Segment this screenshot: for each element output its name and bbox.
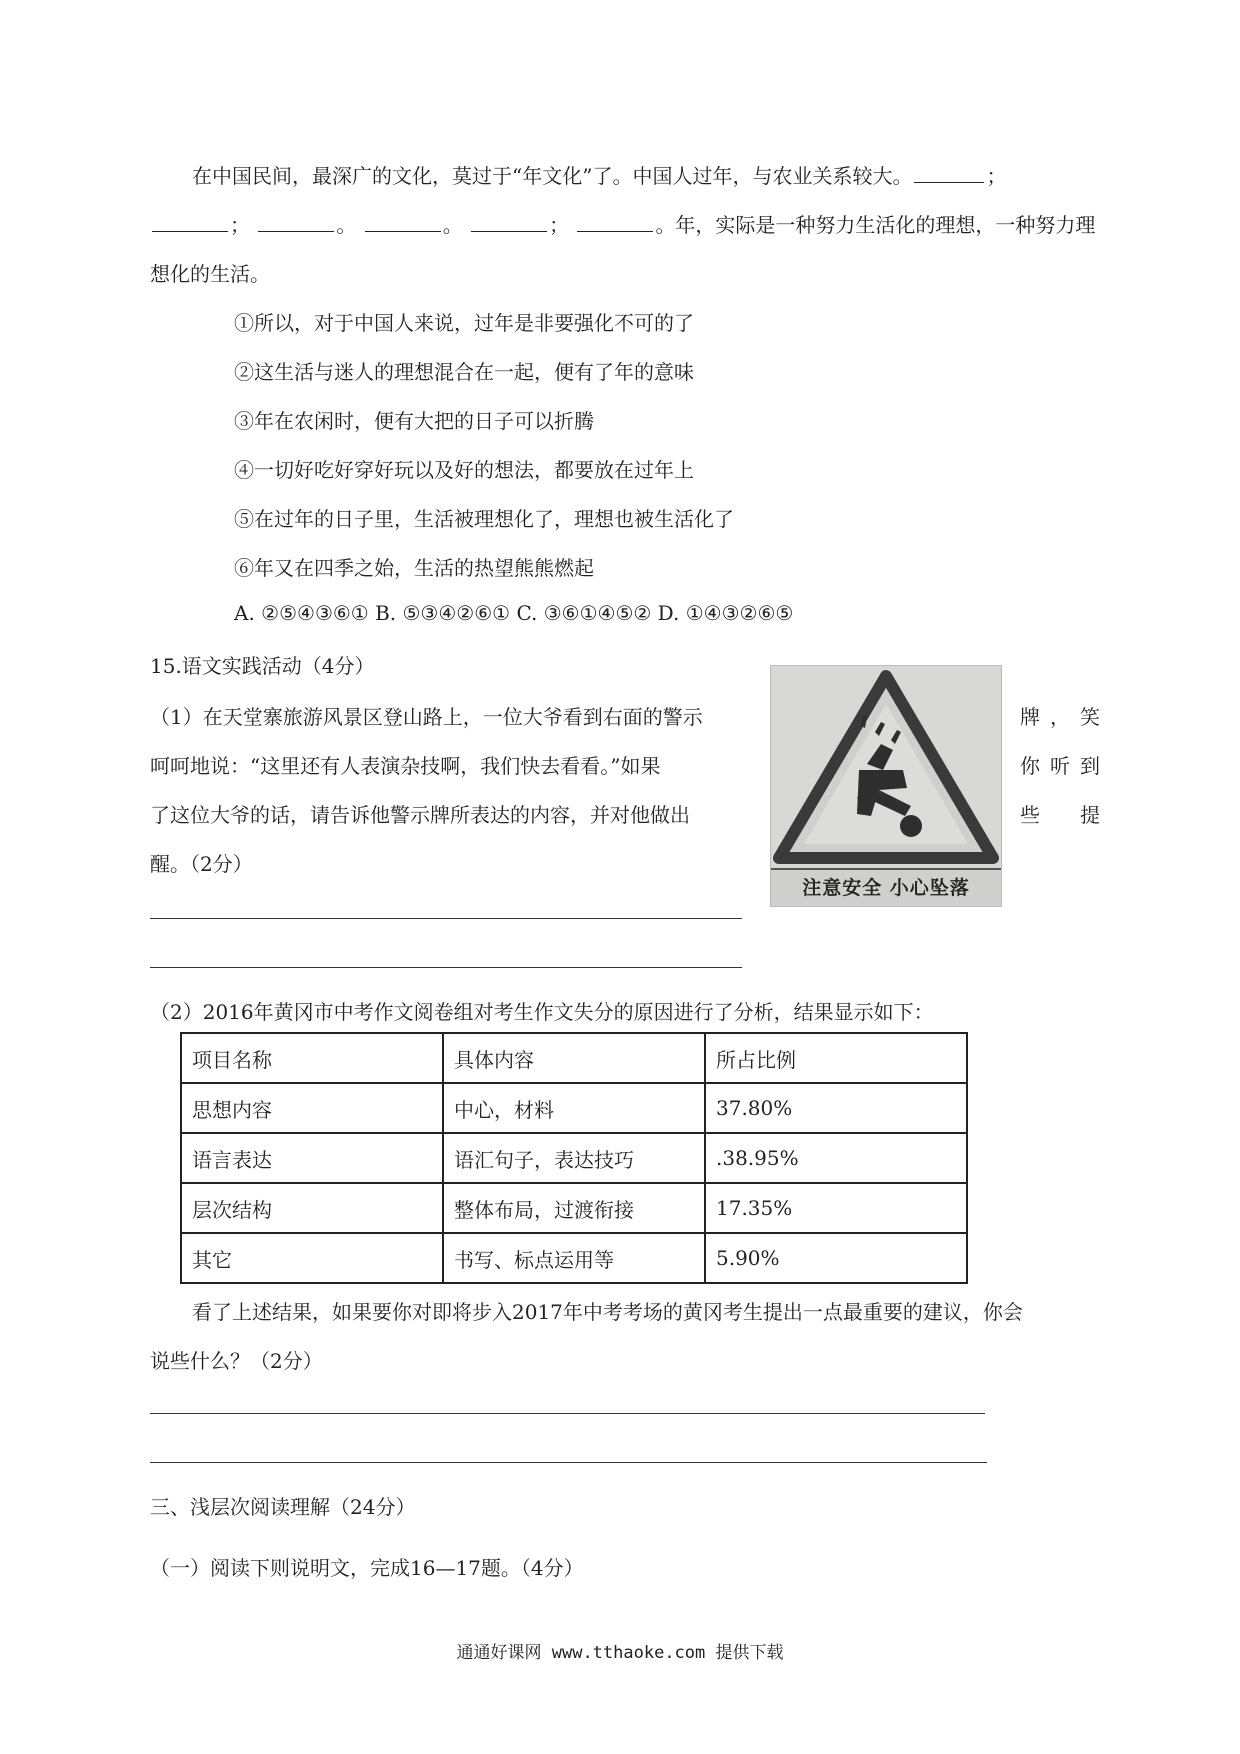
table-cell: 语汇句子，表达技巧 bbox=[443, 1133, 705, 1183]
sign-caption: 注意安全 小心坠落 bbox=[771, 868, 1001, 906]
q15-p1-line1-tail bbox=[1020, 701, 1100, 730]
section3-subtitle: （一）阅读下则说明文，完成16—17题。（4分） bbox=[150, 1556, 584, 1580]
table-header-row bbox=[181, 1033, 967, 1083]
punct: 。 bbox=[442, 213, 463, 237]
text: 到 bbox=[1080, 754, 1100, 778]
page-footer: 通通好课网 www.tthaoke.com 提供下载 bbox=[456, 1643, 784, 1663]
answer-blank[interactable] bbox=[577, 213, 653, 232]
table-cell: 17.35% bbox=[705, 1183, 967, 1233]
q15-p2-question-line1: 看了上述结果，如果要你对即将步入2017年中考考场的黄冈考生提出一点最重要的建议，你会 bbox=[192, 1300, 1023, 1324]
punct: ； bbox=[986, 164, 1007, 188]
table-row bbox=[181, 1233, 967, 1283]
table-row bbox=[181, 1133, 967, 1183]
text: 听 bbox=[1050, 754, 1070, 778]
section3-title: 三、浅层次阅读理解（24分） bbox=[150, 1495, 416, 1519]
q15-p1-line2: 呵呵地说：“这里还有人表演杂技啊，我们快去看看。”如果 bbox=[150, 754, 661, 778]
answer-blank[interactable] bbox=[914, 164, 984, 183]
text: ， bbox=[1050, 705, 1070, 729]
punct: ； bbox=[230, 213, 250, 237]
score-loss-table bbox=[180, 1032, 968, 1284]
punct: ； bbox=[549, 213, 570, 237]
table-row bbox=[181, 1083, 967, 1133]
q15-p2-question-line2: 说些什么？（2分） bbox=[150, 1349, 323, 1373]
answer-line[interactable] bbox=[150, 1413, 985, 1414]
punct: 。 bbox=[336, 213, 357, 237]
answer-blank[interactable] bbox=[471, 213, 547, 232]
answer-blank[interactable] bbox=[365, 213, 441, 232]
falling-person-warning-icon bbox=[771, 666, 1001, 866]
table-cell: 语言表达 bbox=[181, 1133, 443, 1183]
q15-p1-line1: （1）在天堂寨旅游风景区登山路上，一位大爷看到右面的警示 bbox=[150, 705, 703, 729]
q15-p1-line3: 了这位大爷的话，请告诉他警示牌所表达的内容，并对他做出 bbox=[150, 803, 690, 827]
warning-sign-image bbox=[770, 665, 1002, 907]
text: 提 bbox=[1080, 803, 1100, 827]
option-6: ⑥年又在四季之始，生活的热望熊熊燃起 bbox=[234, 556, 594, 580]
table-cell: 书写、标点运用等 bbox=[443, 1233, 705, 1283]
table-header: 项目名称 bbox=[181, 1033, 443, 1083]
answer-line[interactable] bbox=[150, 1462, 987, 1463]
option-3: ③年在农闲时，便有大把的日子可以折腾 bbox=[234, 409, 594, 433]
table-cell: 整体布局，过渡衔接 bbox=[443, 1183, 705, 1233]
passage-line-2 bbox=[150, 209, 1095, 238]
passage-line-1 bbox=[192, 160, 1006, 189]
table-cell: 中心，材料 bbox=[443, 1083, 705, 1133]
text: 你 bbox=[1020, 754, 1040, 778]
q15-title: 15.语文实践活动（4分） bbox=[150, 654, 375, 678]
passage-line-3: 想化的生活。 bbox=[150, 262, 270, 286]
table-header: 具体内容 bbox=[443, 1033, 705, 1083]
text: 笑 bbox=[1080, 705, 1100, 729]
table-cell: 层次结构 bbox=[181, 1183, 443, 1233]
answer-line[interactable] bbox=[150, 918, 742, 919]
table-cell: 其它 bbox=[181, 1233, 443, 1283]
answer-line[interactable] bbox=[150, 967, 742, 968]
q15-p1-line2-tail bbox=[1020, 750, 1100, 779]
table-header: 所占比例 bbox=[705, 1033, 967, 1083]
answer-blank[interactable] bbox=[258, 213, 334, 232]
option-5: ⑤在过年的日子里，生活被理想化了，理想也被生活化了 bbox=[234, 507, 734, 531]
table-row bbox=[181, 1183, 967, 1233]
table-cell: .38.95% bbox=[705, 1133, 967, 1183]
passage-text: 。年，实际是一种努力生活化的理想，一种努力理 bbox=[655, 213, 1096, 237]
table-cell: 思想内容 bbox=[181, 1083, 443, 1133]
answer-blank[interactable] bbox=[152, 213, 228, 232]
option-2: ②这生活与迷人的理想混合在一起，便有了年的意味 bbox=[234, 360, 694, 384]
text: 些 bbox=[1020, 803, 1040, 827]
option-1: ①所以，对于中国人来说，过年是非要强化不可的了 bbox=[234, 311, 694, 335]
q15-p1-line3-tail bbox=[1020, 799, 1100, 828]
q15-p1-line4: 醒。（2分） bbox=[150, 852, 253, 876]
answer-choices[interactable]: A. ②⑤④③⑥① B. ⑤③④②⑥① C. ③⑥①④⑤② D. ①④③②⑥⑤ bbox=[234, 601, 794, 625]
option-4: ④一切好吃好穿好玩以及好的想法，都要放在过年上 bbox=[234, 458, 694, 482]
q15-p2-intro: （2）2016年黄冈市中考作文阅卷组对考生作文失分的原因进行了分析，结果显示如下： bbox=[150, 1000, 934, 1024]
table-cell: 5.90% bbox=[705, 1233, 967, 1283]
passage-text: 在中国民间，最深广的文化，莫过于“年文化”了。中国人过年，与农业关系较大。 bbox=[192, 164, 913, 188]
text: 牌 bbox=[1020, 705, 1040, 729]
table-cell: 37.80% bbox=[705, 1083, 967, 1133]
